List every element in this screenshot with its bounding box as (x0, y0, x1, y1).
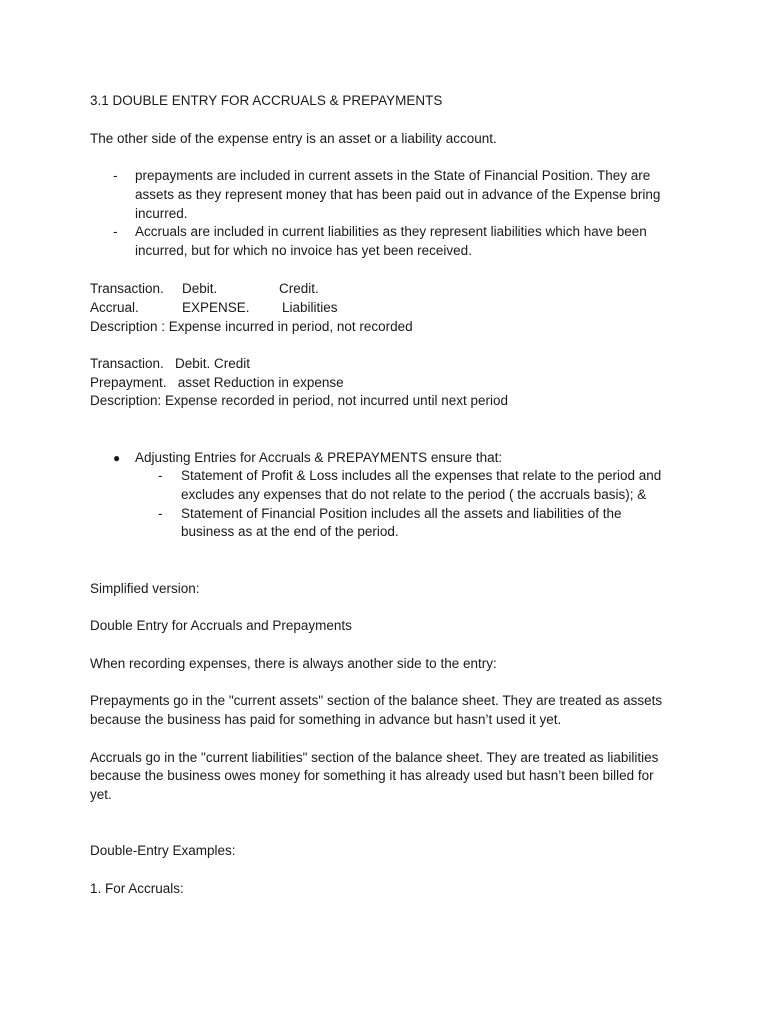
dash-marker: - (113, 168, 118, 183)
intro-text: The other side of the expense entry is an asset or a liability account. (90, 131, 497, 146)
table1-header-credit: Credit. (279, 281, 319, 296)
list-item-line: prepayments are included in current assets in the State of Financial Position. They are (135, 168, 651, 183)
dash-marker: - (113, 224, 118, 239)
accruals-paragraph-line: because the business owes money for something it has already used but hasn’t been billed for (90, 768, 654, 783)
bullet-icon: ● (113, 451, 121, 465)
dash-marker: - (158, 506, 163, 521)
list-item-line: assets as they represent money that has been paid out in advance of the Expense bring (135, 187, 661, 202)
table2-description: Description: Expense recorded in period, not incurred until next period (90, 393, 508, 408)
accruals-paragraph-line: Accruals go in the "current liabilities" section of the balance sheet. They are treated as liabilities (90, 750, 659, 765)
table1-row-type: Accrual. (90, 300, 139, 315)
bullet-text: Adjusting Entries for Accruals & PREPAYMENTS ensure that: (135, 450, 503, 465)
table2-header: Transaction. Debit. Credit (90, 356, 251, 371)
table2-row: Prepayment. asset Reduction in expense (90, 375, 344, 390)
sub-item-line: business as at the end of the period. (181, 524, 399, 539)
dash-marker: - (158, 468, 163, 483)
section-heading: 3.1 DOUBLE ENTRY FOR ACCRUALS & PREPAYMENTS (90, 93, 443, 108)
examples-heading: Double-Entry Examples: (90, 843, 236, 858)
prepayments-paragraph-line: Prepayments go in the "current assets" section of the balance sheet. They are treated as assets (90, 693, 663, 708)
table1-row-debit: EXPENSE. (182, 300, 250, 315)
sub-item-line: excludes any expenses that do not relate to the period ( the accruals basis); & (181, 487, 647, 502)
list-item-line: Accruals are included in current liabilities as they represent liabilities which have been (135, 224, 647, 239)
simplified-intro: When recording expenses, there is always another side to the entry: (90, 656, 497, 671)
table1-row-credit: Liabilities (282, 300, 338, 315)
table1-description: Description : Expense incurred in period, not recorded (90, 319, 413, 334)
prepayments-paragraph-line: because the business has paid for something in advance but hasn’t used it yet. (90, 712, 562, 727)
simplified-label: Simplified version: (90, 581, 200, 596)
table1-header-transaction: Transaction. (90, 281, 164, 296)
accruals-example-heading: 1. For Accruals: (90, 881, 184, 896)
table1-header-debit: Debit. (182, 281, 218, 296)
sub-item-line: Statement of Profit & Loss includes all the expenses that relate to the period and (181, 468, 662, 483)
list-item-line: incurred, but for which no invoice has yet been received. (135, 243, 472, 258)
simplified-title: Double Entry for Accruals and Prepayments (90, 618, 352, 633)
list-item-line: incurred. (135, 206, 188, 221)
accruals-paragraph-line: yet. (90, 787, 112, 802)
sub-item-line: Statement of Financial Position includes all the assets and liabilities of the (181, 506, 622, 521)
